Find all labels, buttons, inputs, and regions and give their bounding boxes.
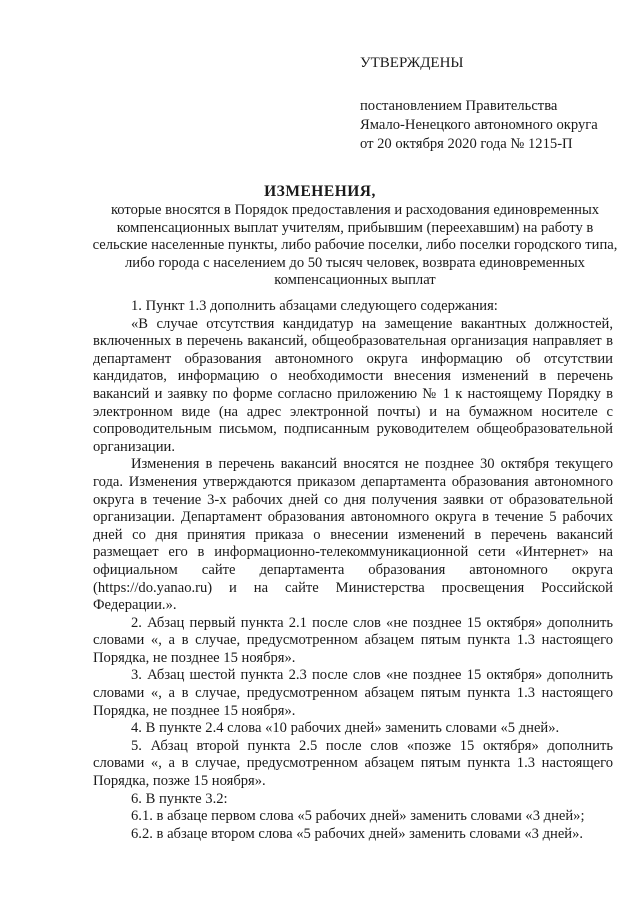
document-subtitle: которые вносятся в Порядок предоставления и расходования единовременных компенсационных выплат учителям, прибывшим (переехавшим) на работу в сельские населенные пункты, либо рабочие поселки, либо поселки городского типа, либо города с населением до 50 тысяч человек, возврата единовременных компенсационных выплат	[92, 202, 618, 288]
paragraph-1: 1. Пункт 1.3 дополнить абзацами следующего содержания:	[131, 298, 498, 314]
paragraph-6-2: 6.2. в абзаце втором слова «5 рабочих дней» заменить словами «3 дней».	[131, 825, 584, 842]
paragraph-4: 4. В пункте 2.4 слова «10 рабочих дней» заменить словами «5 дней».	[131, 720, 560, 737]
document-body	[93, 298, 613, 843]
decree-line: от 20 октября 2020 года № 1215-П	[360, 136, 573, 152]
document-title: ИЗМЕНЕНИЯ,	[264, 183, 376, 200]
paragraph-quote-1: «В случае отсутствия кандидатур на замещение вакантных должностей, включенных в перечень вакансий, общеобразовательная организация направляет в департамент образования автономного округа информацию об отсутствии кандидатов, информацию о необходимости внесения изменений в перечень вакансий и заявку по форме согласно приложению № 1 к настоящему Порядку в электронном виде (на адрес электронной почты) и на бумажном носителе с сопроводительным письмом, подписанным руководителем общеобразовательной организации.	[93, 315, 613, 455]
decree-line: постановлением Правительства	[360, 98, 558, 114]
paragraph-5: 5. Абзац второй пункта 2.5 после слов «позже 15 октября» дополнить словами «, а в случае, предусмотренном абзацем пятым пункта 1.3 настоящего Порядка, позже 15 ноября».	[93, 737, 613, 790]
decree-reference	[360, 97, 630, 154]
paragraph-quote-2: Изменения в перечень вакансий вносятся не позднее 30 октября текущего года. Изменения утверждаются приказом департамента образования автономного округа в течение 3-х рабочих дней со дня получения заявки от образовательной организации. Департамент образования автономного округа в течение 5 рабочих дней со дня принятия приказа о внесении изменений в перечень вакансий размещает его в информационно-телекоммуникационной сети «Интернет» на официальном сайте департамента образования автономного округа (https://do.yanao.ru) и на сайте Министерства просвещения Российской Федерации.».	[93, 456, 613, 614]
paragraph-6-1: 6.1. в абзаце первом слова «5 рабочих дней» заменить словами «3 дней»;	[131, 808, 585, 825]
approved-heading: УТВЕРЖДЕНЫ	[360, 55, 464, 71]
paragraph-3: 3. Абзац шестой пункта 2.3 после слов «не позднее 15 октября» дополнить словами «, а в случае, предусмотренном абзацем пятым пункта 1.3 настоящего Порядка, не позднее 15 ноября».	[93, 667, 613, 719]
paragraph-2: 2. Абзац первый пункта 2.1 после слов «не позднее 15 октября» дополнить словами «, а в случае, предусмотренном абзацем пятым пункта 1.3 настоящего Порядка, не позднее 15 ноября».	[93, 614, 613, 666]
decree-line: Ямало-Ненецкого автономного округа	[360, 117, 598, 133]
paragraph-6: 6. В пункте 3.2:	[131, 790, 228, 807]
